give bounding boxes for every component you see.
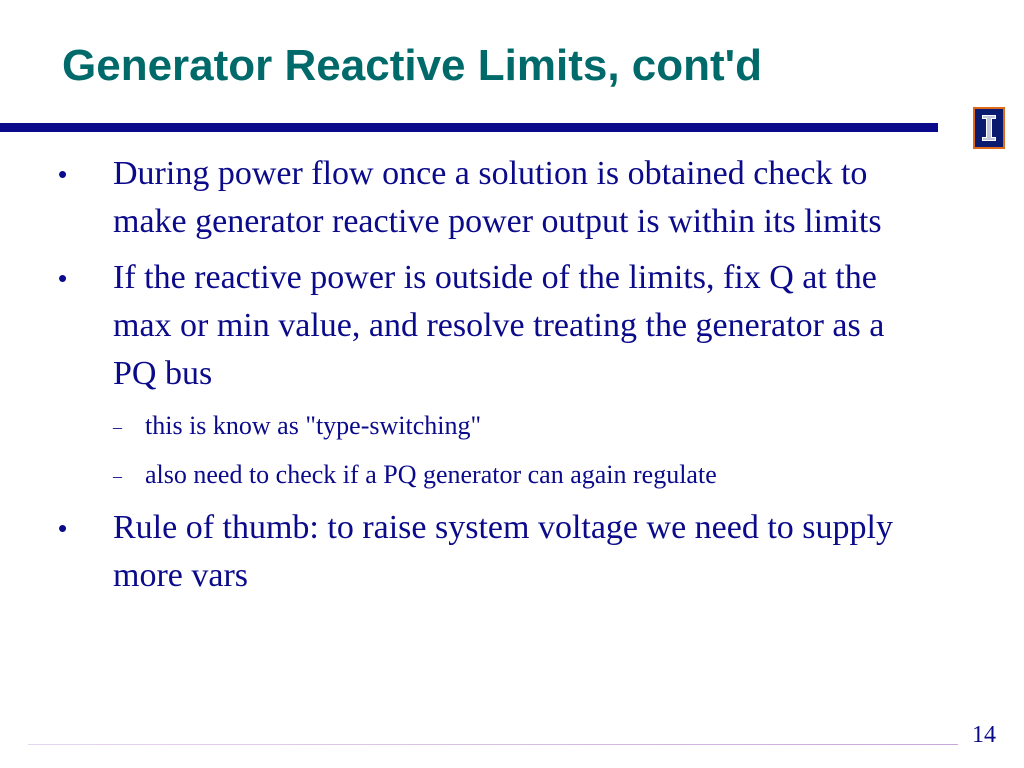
list-item — [0, 504, 933, 600]
bullet-text: During power flow once a solution is obtained check to make generator reactive power output is within its limits — [113, 155, 882, 240]
sub-bullet-marker: – — [113, 417, 122, 437]
page-number: 14 — [972, 722, 996, 748]
footer-divider — [28, 744, 958, 745]
title-divider — [0, 123, 938, 132]
bullet-marker: • — [58, 513, 68, 543]
bullet-marker: • — [58, 159, 68, 189]
bullet-text: Rule of thumb: to raise system voltage we need to supply more vars — [113, 509, 893, 594]
sub-list-item — [0, 455, 965, 495]
university-block-i-icon — [973, 107, 1005, 149]
sub-bullet-marker: – — [113, 466, 122, 486]
sub-list-item — [0, 406, 965, 446]
slide-content — [0, 150, 1024, 608]
slide-title: Generator Reactive Limits, cont'd — [62, 41, 762, 90]
bullet-marker: • — [58, 263, 68, 293]
sub-bullet-text: this is know as "type-switching" — [145, 411, 482, 440]
list-item — [0, 254, 933, 398]
list-item — [0, 150, 933, 246]
sub-bullet-text: also need to check if a PQ generator can again regulate — [145, 460, 717, 489]
bullet-text: If the reactive power is outside of the limits, fix Q at the max or min value, and resolve treating the generator as a PQ bus — [113, 259, 885, 392]
